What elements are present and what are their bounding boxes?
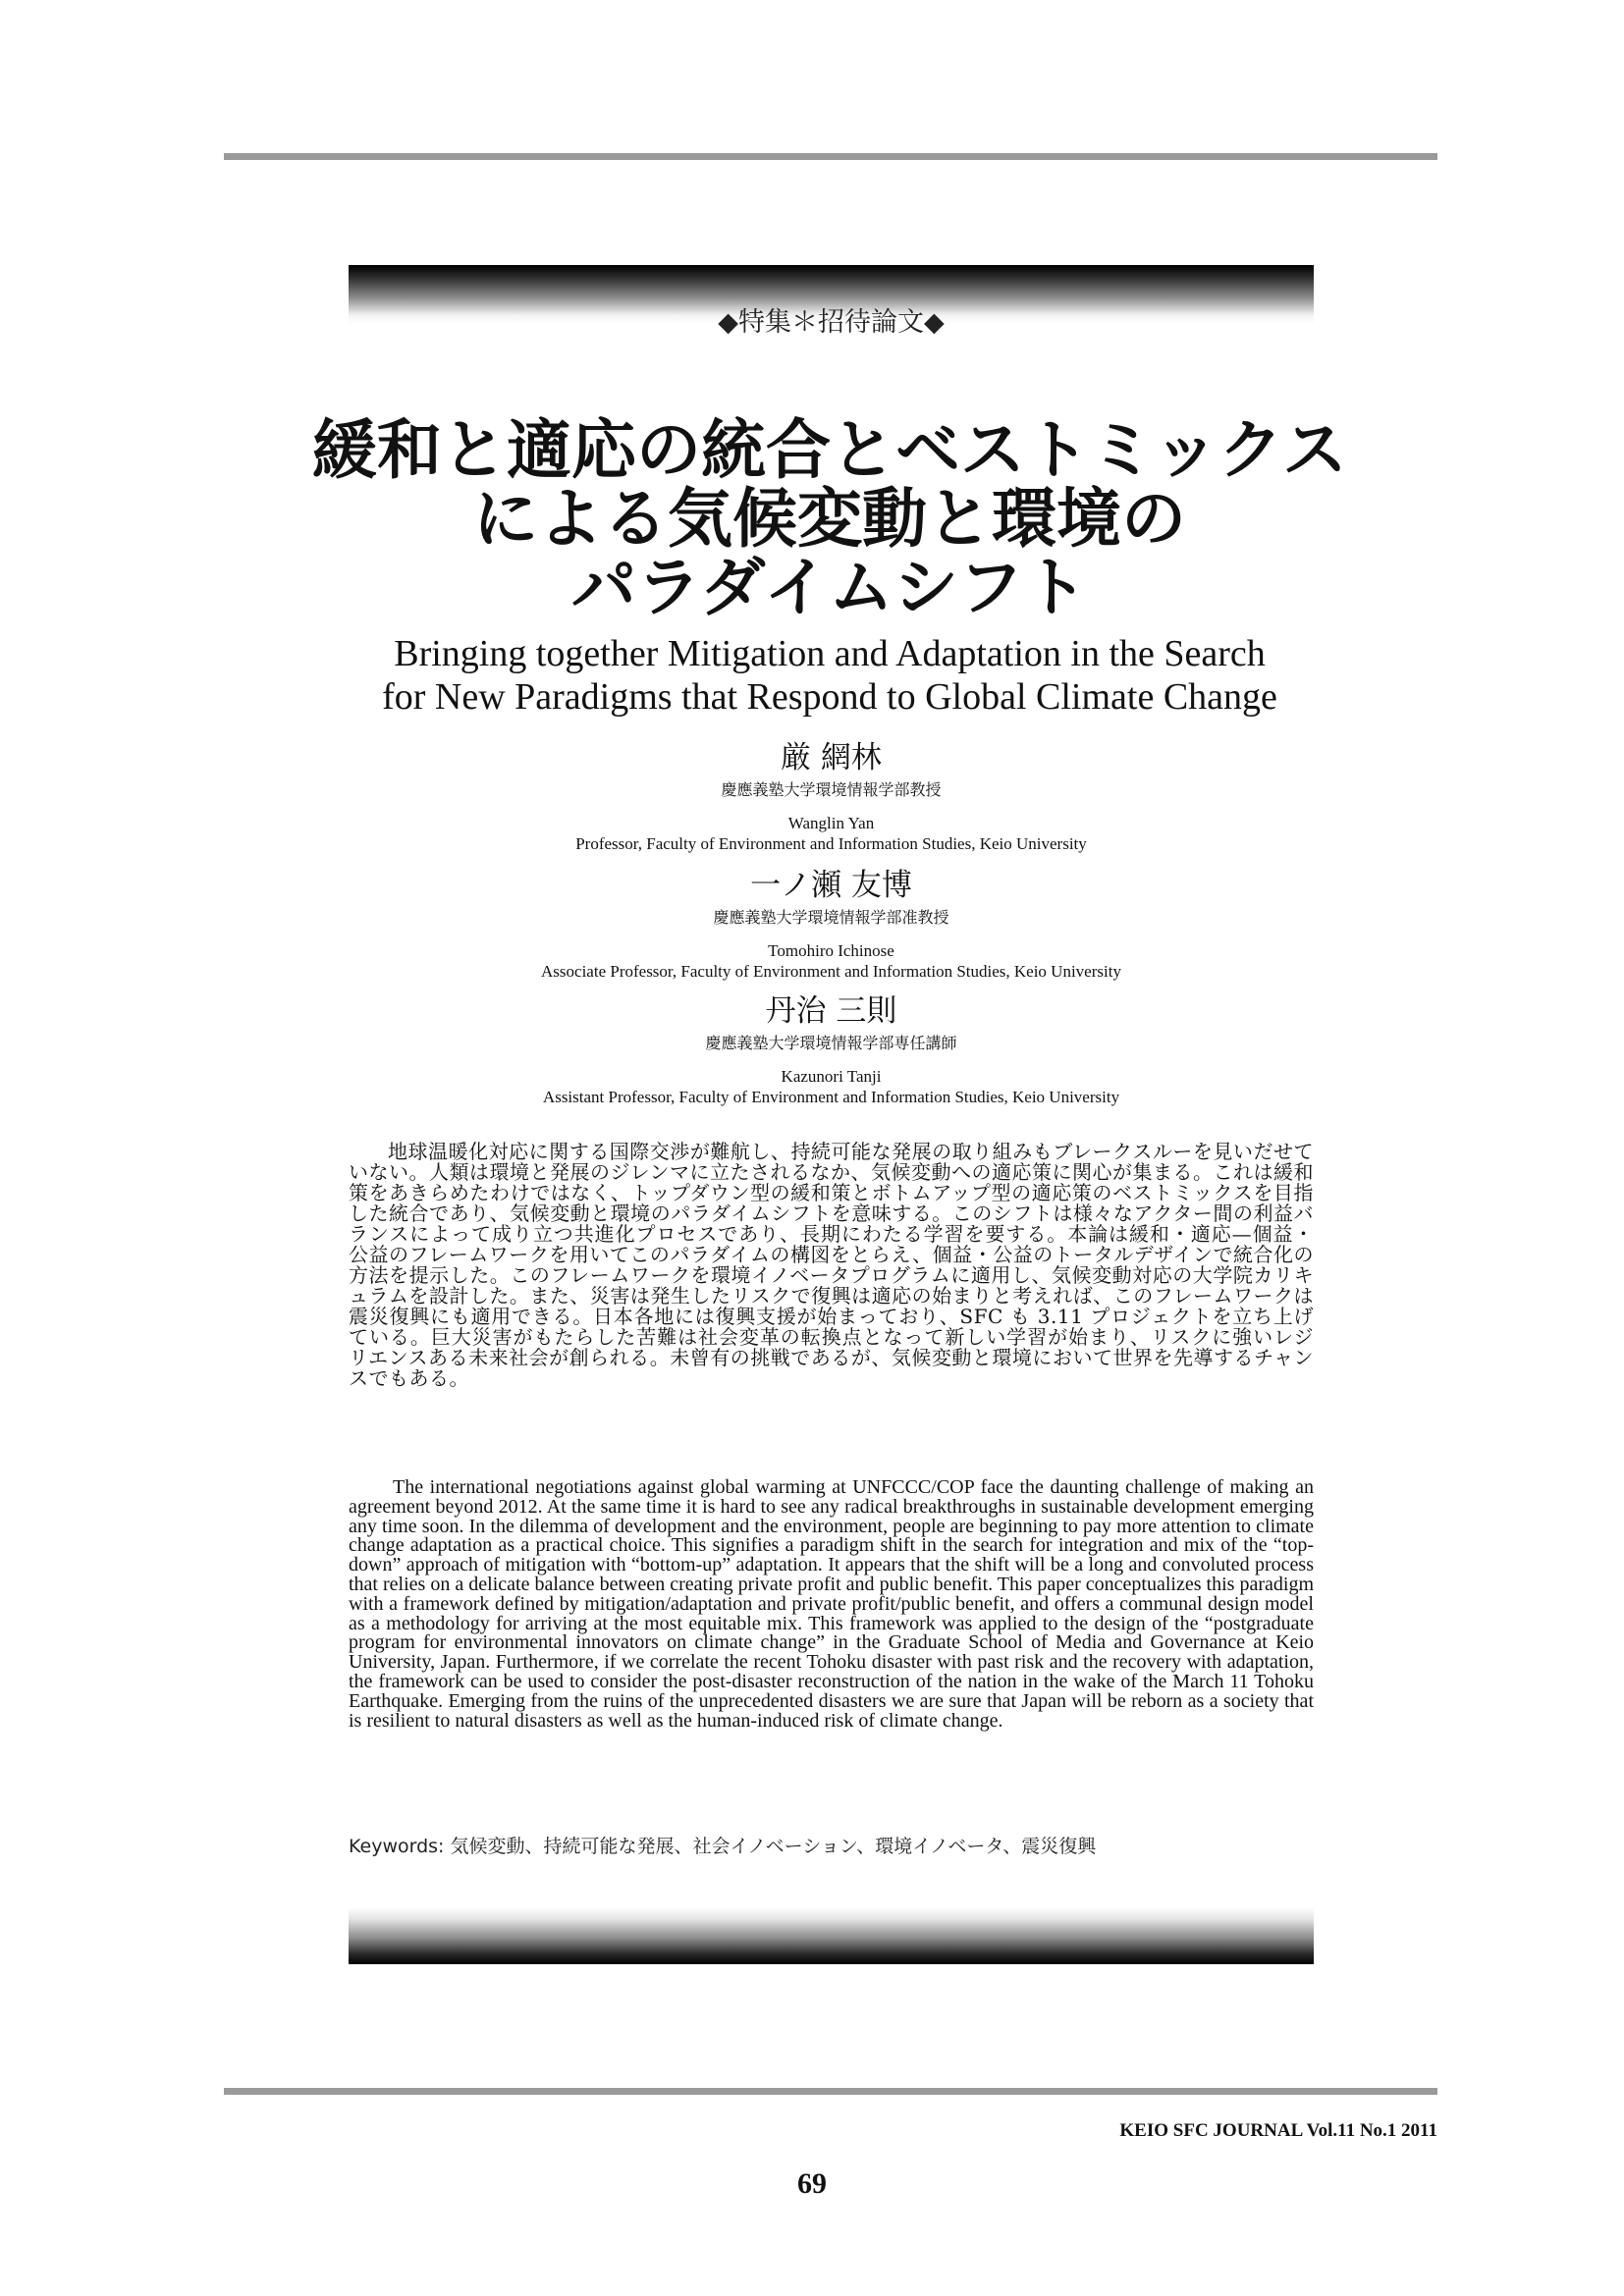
author-affiliation-ja: 慶應義塾大学環境情報学部准教授: [713, 908, 949, 927]
title-en: [295, 632, 1365, 719]
title-ja-line-1: 緩和と適応の統合とベストミックス: [311, 412, 1348, 488]
author-affiliation-ja: 慶應義塾大学環境情報学部教授: [721, 780, 942, 799]
bottom-rule: [224, 2088, 1437, 2095]
author-name-en: Wanglin Yan: [787, 814, 875, 832]
journal-info: KEIO SFC JOURNAL Vol.11 No.1 2011: [1119, 2120, 1437, 2141]
author-affiliation-ja: 慶應義塾大学環境情報学部専任講師: [705, 1034, 957, 1052]
footer-gradient-band: [349, 1907, 1314, 1964]
author-name-en: Tomohiro Ichinose: [768, 941, 894, 960]
title-en-line-2: for New Paradigms that Respond to Global Climate Change: [382, 676, 1277, 718]
author-name-en: Kazunori Tanji: [781, 1067, 882, 1086]
section-label: ◆特集＊招待論文◆: [718, 307, 945, 338]
title-en-line-1: Bringing together Mitigation and Adaptation in the Search: [394, 633, 1266, 674]
author-block: [349, 868, 1314, 982]
top-rule: [224, 153, 1437, 160]
author-block: [349, 740, 1314, 854]
author-block: [349, 993, 1314, 1107]
title-ja-line-2: による気候変動と環境の: [473, 481, 1186, 557]
author-affiliation-en: Assistant Professor, Faculty of Environment and Information Studies, Keio University: [542, 1088, 1120, 1106]
abstract-ja: 地球温暖化対応に関する国際交渉が難航し、持続可能な発展の取り組みもブレークスルーを見いだせていない。人類は環境と発展のジレンマに立たされるなか、気候変動への適応策に関心が集まる。これは緩和策をあきらめたわけではなく、トップダウン型の緩和策とボトムアップ型の適応策のベストミックスを目指した統合であり、気候変動と環境のパラダイムシフトを意味する。このシフトは様々なアクター間の利益バランスによって成り立つ共進化プロセスであり、長期にわたる学習を要する。本論は緩和・適応—個益・公益のフレームワークを用いてこのパラダイムの構図をとらえ、個益・公益のトータルデザインで統合化の方法を提示した。このフレームワークを環境イノベータプログラムに適用し、気候変動対応の大学院カリキュラムを設計した。また、災害は発生したリスクで復興は適応の始まりと考えれば、このフレームワークは震災復興にも適用できる。日本各地には復興支援が始まっており、SFC も 3.11 プロジェクトを立ち上げている。巨大災害がもたらした苦難は社会変革の転換点となって新しい学習が始まり、リスクに強いレジリエンスある未来社会が創られる。未曾有の挑戦であるが、気候変動と環境において世界を先導するチャンスでもある。: [349, 1140, 1314, 1390]
page-number: 69: [797, 2167, 827, 2200]
author-affiliation-en: Associate Professor, Faculty of Environment and Information Studies, Keio University: [541, 962, 1121, 981]
author-name-ja: 丹治 三則: [765, 993, 897, 1029]
title-ja: [295, 412, 1365, 625]
title-ja-line-3: パラダイムシフト: [570, 550, 1089, 625]
keywords: Keywords: 気候変動、持続可能な発展、社会イノベーション、環境イノベータ、震災復興: [349, 1836, 1097, 1857]
author-affiliation-en: Professor, Faculty of Environment and Information Studies, Keio University: [575, 834, 1087, 853]
author-name-ja: 厳 網林: [781, 740, 882, 775]
abstract-en: The international negotiations against global warming at UNFCCC/COP face the daunting challenge of making an agreement beyond 2012. At the same time it is hard to see any radical breakthroughs in sustainable development emerging any time soon. In the dilemma of development and the environment, people are beginning to pay more attention to climate change adaptation as a practical choice. This signifies a paradigm shift in the search for integration and mix of the “top-down” approach of mitigation with “bottom-up” adaptation. It appears that the shift will be a long and convoluted process that relies on a delicate balance between creating private profit and public benefit. This paper conceptualizes this paradigm with a framework defined by mitigation/adaptation and private profit/public benefit, and offers a communal design model as a methodology for arriving at the most equitable mix. This framework was applied to the design of the “postgraduate program for environmental innovators on climate change” in the Graduate School of Media and Governance at Keio University, Japan. Furthermore, if we correlate the recent Tohoku disaster with past risk and the recovery with adaptation, the framework can be used to consider the post-disaster reconstruction of the nation in the wake of the March 11 Tohoku Earthquake. Emerging from the ruins of the unprecedented disasters we are sure that Japan will be reborn as a society that is resilient to natural disasters as well as the human-induced risk of climate change.: [349, 1476, 1314, 1732]
author-name-ja: 一ノ瀬 友博: [750, 868, 912, 903]
